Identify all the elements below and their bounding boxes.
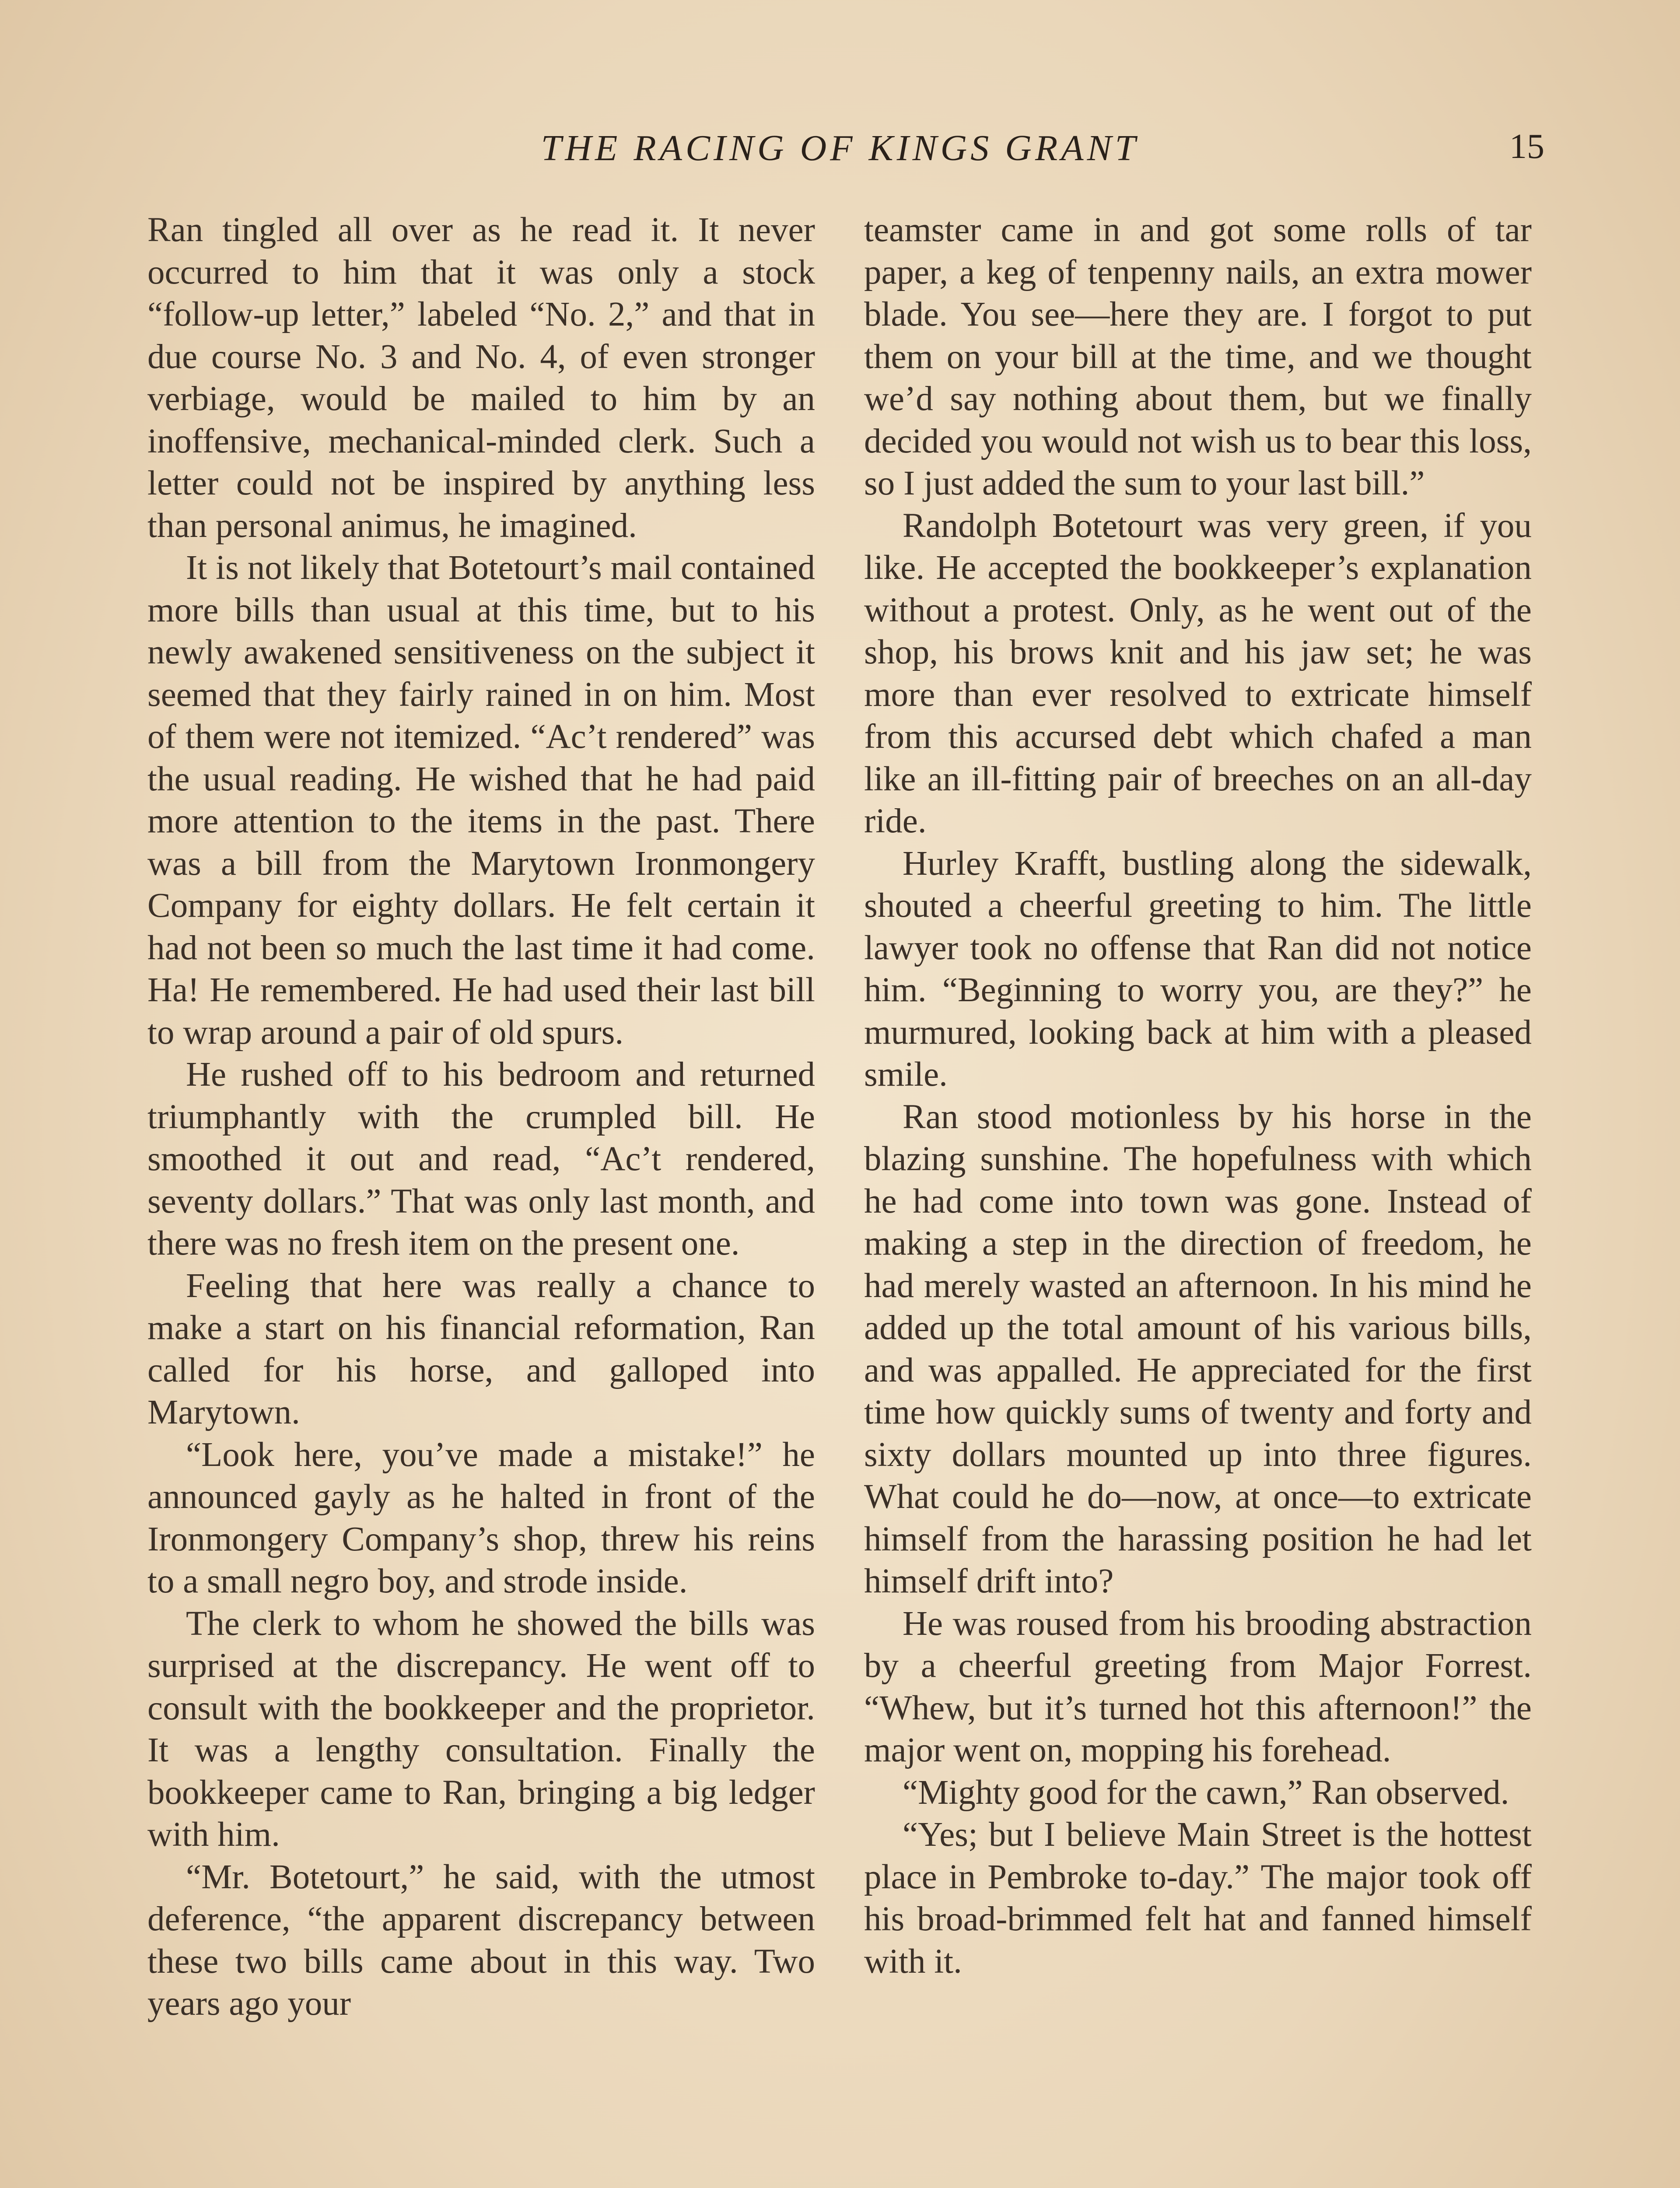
left-text-column <box>147 209 815 2025</box>
paragraph: Randolph Botetourt was very green, if you like. He accepted the bookkeeper’s explanation without a protest. Only, as he went out of the shop, his brows knit and his jaw set; he was more than ever resolved to extricate himself from this accursed debt which chafed a man like an ill-fitting pair of breeches on an all-day ride. <box>864 506 1532 840</box>
paragraph: The clerk to whom he showed the bills was surprised at the discrepancy. He went off to consult with the bookkeeper and the proprietor. It was a lengthy consultation. Finally the bookkeeper came to Ran, bringing a big ledger with him. <box>147 1604 815 1854</box>
paragraph: “Mr. Botetourt,” he said, with the utmost deference, “the apparent discrepancy between these two bills came about in this way. Two years ago your <box>147 1858 815 2023</box>
paragraph: “Look here, you’ve made a mistake!” he announced gayly as he halted in front of the Ironmongery Company’s shop, threw his reins to a small negro boy, and strode inside. <box>147 1435 815 1600</box>
paragraph: It is not likely that Botetourt’s mail contained more bills than usual at this time, but to his newly awakened sensitiveness on the subject it seemed that they fairly rained in on him. Most of them were not itemized. “Ac’t rendered” was the usual reading. He wished that he had paid more attention to the items in the past. There was a bill from the Marytown Ironmongery Company for eighty dollars. He felt certain it had not been so much the last time it had come. Ha! He remembered. He had used their last bill to wrap around a pair of old spurs. <box>147 549 815 1052</box>
running-head <box>0 127 1680 179</box>
paragraph: “Mighty good for the cawn,” Ran observed. <box>903 1773 1509 1812</box>
paragraph: “Yes; but I believe Main Street is the hottest place in Pembroke to-day.” The major took off his broad-brimmed felt hat and fanned himself with it. <box>864 1816 1532 1981</box>
paragraph: He rushed off to his bedroom and returned triumphantly with the crumpled bill. He smoothed it out and read, “Ac’t rendered, seventy dollars.” That was only last month, and there was no fresh item on the present one. <box>147 1055 815 1262</box>
page-number: 15 <box>1509 127 1544 166</box>
paragraph: Ran stood motionless by his horse in the blazing sunshine. The hopefulness with which he had come into town was gone. Instead of making a step in the direction of freedom, he had merely wasted an afternoon. In his mind he added up the total amount of his various bills, and was appalled. He appreciated for the first time how quickly sums of twenty and forty and sixty dollars mounted up into three figures. What could he do—now, at once—to extricate himself from the harassing position he had let himself drift into? <box>864 1098 1532 1600</box>
paragraph: Hurley Krafft, bustling along the sidewalk, shouted a cheerful greeting to him. The little lawyer took no offense that Ran did not notice him. “Beginning to worry you, are they?” he murmured, looking back at him with a pleased smile. <box>864 844 1532 1094</box>
running-title: THE RACING OF KINGS GRANT <box>541 128 1139 168</box>
paragraph: Ran tingled all over as he read it. It never occurred to him that it was only a stock “follow-up letter,” labeled “No. 2,” and that in due course No. 3 and No. 4, of even stronger verbiage, would be mailed to him by an inoffensive, mechanical-minded clerk. Such a letter could not be inspired by anything less than personal animus, he imagined. <box>147 211 815 545</box>
paragraph: He was roused from his brooding abstraction by a cheerful greeting from Major Forrest. “Whew, but it’s turned hot this afternoon!” the major went on, mopping his forehead. <box>864 1604 1532 1769</box>
paragraph: teamster came in and got some rolls of tar paper, a keg of tenpenny nails, an extra mower blade. You see—here they are. I forgot to put them on your bill at the time, and we thought we’d say nothing about them, but we finally decided you would not wish us to bear this loss, so I just added the sum to your last bill.” <box>864 211 1532 502</box>
paragraph: Feeling that here was really a chance to make a start on his financial reformation, Ran called for his horse, and galloped into Marytown. <box>147 1266 815 1431</box>
right-text-column <box>864 209 1532 1983</box>
